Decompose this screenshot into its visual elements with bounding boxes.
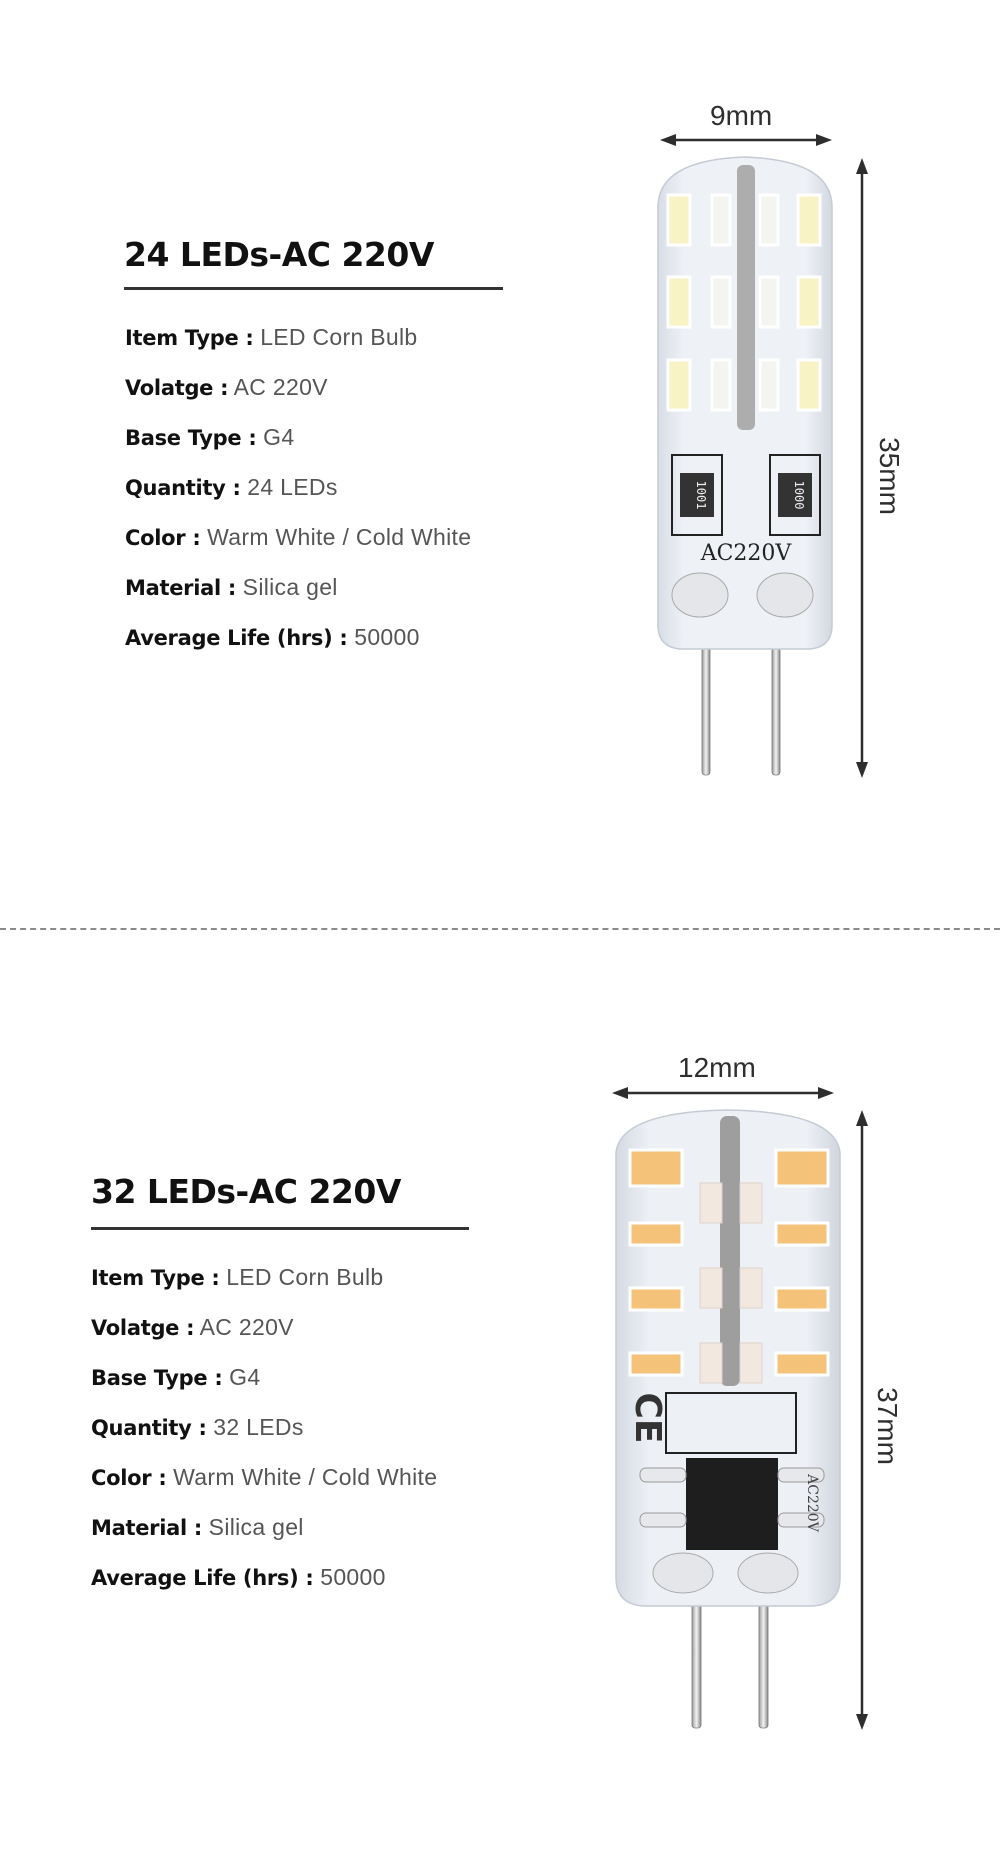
led-corn-bulb-24-image <box>650 155 840 780</box>
spec-value: G4 <box>222 1364 261 1390</box>
spec-label: Item Type : <box>125 326 254 350</box>
spec-label: Volatge : <box>125 376 229 400</box>
height-arrow-icon <box>854 1110 870 1730</box>
spec-value: 50000 <box>347 624 420 650</box>
width-dimension-label: 12mm <box>678 1052 756 1083</box>
title-underline <box>124 287 503 290</box>
width-arrow-icon <box>612 1085 834 1101</box>
spec-material <box>125 572 471 622</box>
spec-value: AC 220V <box>194 1314 294 1340</box>
spec-value: 32 LEDs <box>206 1414 304 1440</box>
spec-label: Material : <box>125 576 236 600</box>
section-title: 32 LEDs-AC 220V <box>91 1172 401 1211</box>
title-underline <box>91 1227 469 1230</box>
spec-label: Base Type : <box>125 426 257 450</box>
spec-value: Silica gel <box>235 574 338 600</box>
spec-label: Average Life (hrs) : <box>125 626 348 650</box>
spec-value: G4 <box>256 424 295 450</box>
svg-text:CE: CE <box>627 1392 668 1444</box>
spec-label: Quantity : <box>125 476 241 500</box>
spec-label: Quantity : <box>91 1416 207 1440</box>
height-arrow-icon <box>854 158 870 778</box>
svg-text:AC220V: AC220V <box>804 1474 820 1532</box>
spec-label: Material : <box>91 1516 202 1540</box>
svg-text:AC220V: AC220V <box>700 541 792 566</box>
spec-voltage <box>125 372 471 422</box>
spec-value: AC 220V <box>228 374 328 400</box>
spec-label: Volatge : <box>91 1316 195 1340</box>
spec-quantity <box>125 472 471 522</box>
spec-average-life <box>91 1562 437 1612</box>
spec-color <box>91 1462 437 1512</box>
spec-value: Warm White / Cold White <box>166 1464 438 1490</box>
spec-base-type <box>125 422 471 472</box>
spec-value: Warm White / Cold White <box>200 524 472 550</box>
spec-color <box>125 522 471 572</box>
spec-value: 24 LEDs <box>240 474 338 500</box>
spec-label: Average Life (hrs) : <box>91 1566 314 1590</box>
spec-label: Color : <box>91 1466 167 1490</box>
spec-value: LED Corn Bulb <box>219 1264 384 1290</box>
spec-voltage <box>91 1312 437 1362</box>
spec-material <box>91 1512 437 1562</box>
spec-list <box>125 322 471 672</box>
spec-item-type <box>91 1262 437 1312</box>
spec-value: LED Corn Bulb <box>253 324 418 350</box>
product-section-32-leds <box>0 930 1000 1850</box>
height-dimension-label: 35mm <box>873 437 905 515</box>
spec-value: Silica gel <box>201 1514 304 1540</box>
led-corn-bulb-32-image <box>608 1108 848 1734</box>
spec-label: Base Type : <box>91 1366 223 1390</box>
spec-label: Color : <box>125 526 201 550</box>
width-arrow-icon <box>660 132 832 148</box>
height-dimension-label: 37mm <box>871 1387 903 1465</box>
section-title: 24 LEDs-AC 220V <box>124 235 434 274</box>
spec-average-life <box>125 622 471 672</box>
svg-text:1000: 1000 <box>792 480 806 510</box>
width-dimension-label: 9mm <box>710 100 773 131</box>
spec-base-type <box>91 1362 437 1412</box>
svg-text:1001: 1001 <box>694 480 708 510</box>
spec-quantity <box>91 1412 437 1462</box>
spec-value: 50000 <box>313 1564 386 1590</box>
spec-label: Item Type : <box>91 1266 220 1290</box>
spec-list <box>91 1262 437 1612</box>
spec-item-type <box>125 322 471 372</box>
